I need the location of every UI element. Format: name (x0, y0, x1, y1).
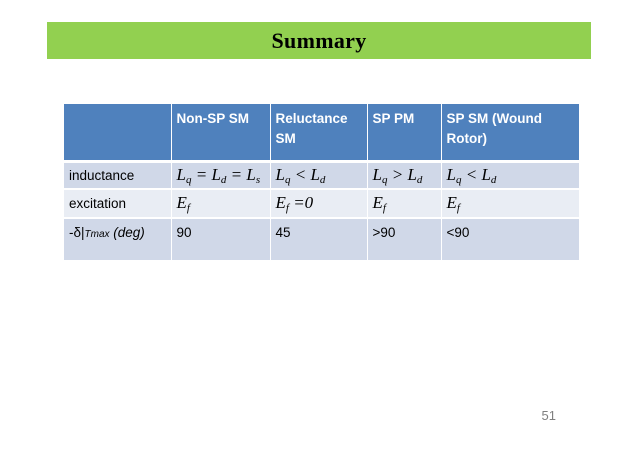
math-formula: $L_q = L_d = L_s$ (176, 164, 261, 186)
label-sub: Tmax (84, 229, 110, 240)
cell-delta-sp-sm-wound: <90 (441, 218, 579, 260)
header-cell-non-sp-sm: Non-SP SM (171, 104, 270, 161)
page-number: 51 (541, 408, 556, 423)
cell-excitation-reluctance-sm (270, 189, 367, 218)
header-cell-empty (64, 104, 171, 161)
cell-delta-non-sp-sm: 90 (171, 218, 270, 260)
summary-table (64, 104, 579, 260)
math-formula: $E_f$ (372, 193, 386, 214)
math-formula: $E_f$ (446, 193, 460, 214)
cell-inductance-non-sp-sm (171, 161, 270, 189)
label-prefix: -δ| (69, 225, 85, 240)
math-formula: $E_f =0$ (275, 193, 314, 214)
header-cell-reluctance-sm: Reluctance SM (270, 104, 367, 161)
row-label-delta (64, 218, 171, 260)
title-bar (47, 22, 591, 59)
cell-inductance-reluctance-sm (270, 161, 367, 189)
header-row (64, 104, 579, 161)
table-row-inductance (64, 161, 579, 189)
row-label-excitation: excitation (64, 189, 171, 218)
slide-title: Summary (271, 27, 367, 53)
cell-delta-sp-pm: >90 (367, 218, 441, 260)
cell-excitation-sp-sm-wound (441, 189, 579, 218)
cell-excitation-non-sp-sm (171, 189, 270, 218)
cell-delta-reluctance-sm: 45 (270, 218, 367, 260)
header-cell-sp-pm: SP PM (367, 104, 441, 161)
math-formula: $L_q < L_d$ (446, 164, 497, 186)
cell-inductance-sp-sm-wound (441, 161, 579, 189)
math-formula: $L_q < L_d$ (275, 164, 326, 186)
math-formula: $L_q > L_d$ (372, 164, 423, 186)
header-cell-sp-sm-wound-rotor: SP SM (Wound Rotor) (441, 104, 579, 161)
label-suffix: (deg) (109, 225, 145, 240)
row-label-inductance: inductance (64, 161, 171, 189)
cell-inductance-sp-pm (367, 161, 441, 189)
table-row-delta (64, 218, 579, 260)
table-row-excitation (64, 189, 579, 218)
cell-excitation-sp-pm (367, 189, 441, 218)
math-formula: $E_f$ (176, 193, 190, 214)
